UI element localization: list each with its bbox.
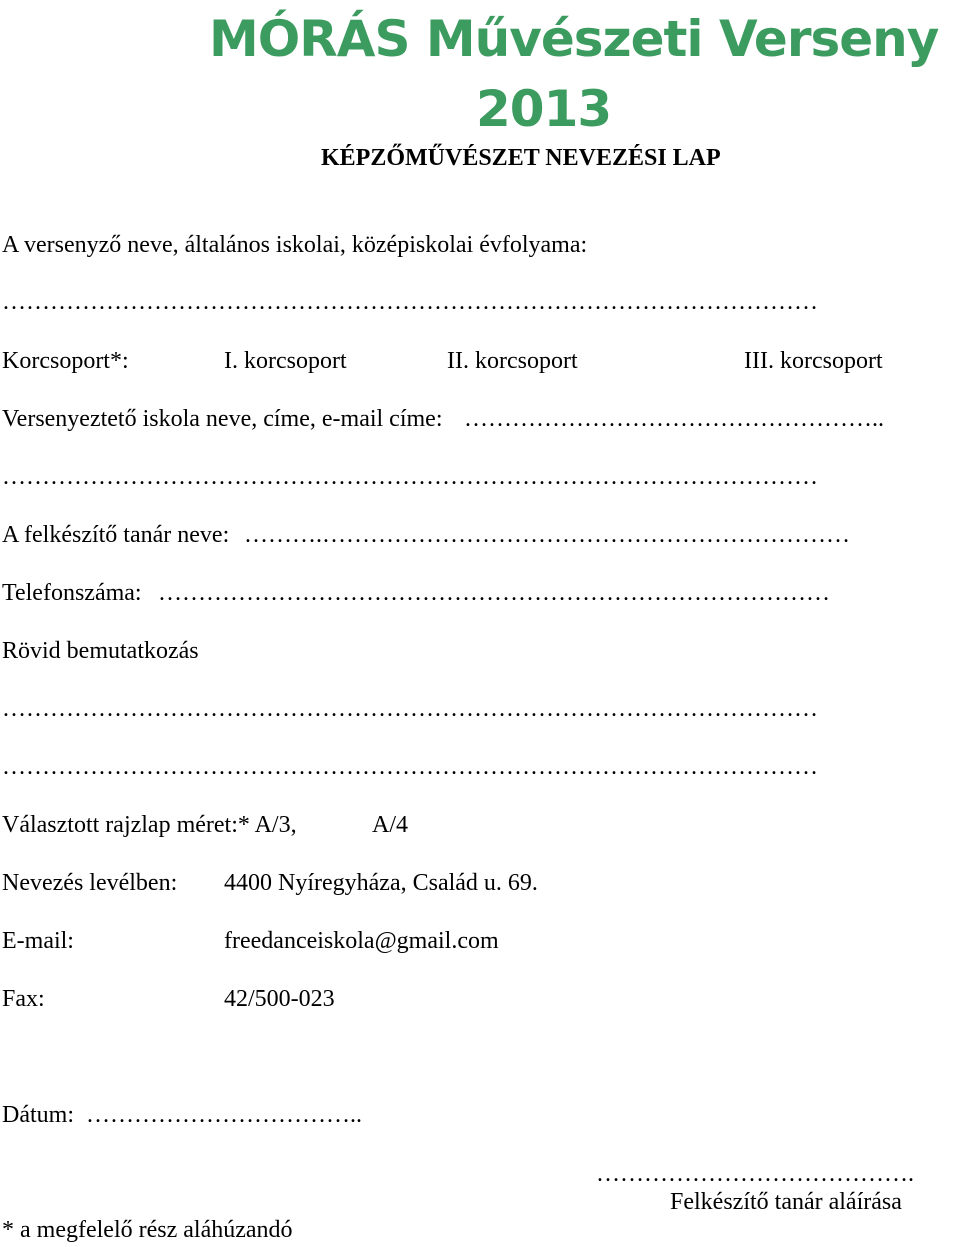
fax-value: 42/500-023	[224, 986, 335, 1012]
intro-fill-line-1[interactable]: …………………………………………………………………………………………	[2, 697, 818, 721]
phone-label: Telefonszáma:	[2, 580, 142, 606]
mail-address: 4400 Nyíregyháza, Család u. 69.	[224, 870, 538, 896]
title-line-1: MÓRÁS Művészeti Verseny	[209, 10, 939, 68]
form-subtitle: KÉPZŐMŰVÉSZET NEVEZÉSI LAP	[321, 145, 721, 171]
footnote: * a megfelelő rész aláhúzandó	[2, 1217, 293, 1243]
teacher-label: A felkészítő tanár neve:	[2, 522, 230, 548]
name-label: A versenyző neve, általános iskolai, középiskolai évfolyama:	[2, 232, 588, 258]
school-fill-line[interactable]: ……………………………………………..	[464, 407, 884, 431]
signature-line[interactable]: ………………………………….	[596, 1162, 914, 1186]
age-group-option-2[interactable]: II. korcsoport	[447, 348, 578, 374]
school-label: Versenyeztető iskola neve, címe, e-mail címe:	[2, 406, 443, 432]
signature-label: Felkészítő tanár aláírása	[670, 1189, 902, 1215]
date-fill-line[interactable]: ……………………………..	[86, 1103, 362, 1127]
email-value: freedanceiskola@gmail.com	[224, 928, 499, 954]
date-label: Dátum:	[2, 1102, 74, 1128]
fax-label: Fax:	[2, 986, 45, 1012]
teacher-fill-line[interactable]: ……….…………………………………………………………	[244, 523, 850, 547]
age-group-option-3[interactable]: III. korcsoport	[744, 348, 883, 374]
intro-fill-line-2[interactable]: …………………………………………………………………………………………	[2, 755, 818, 779]
phone-fill-line[interactable]: …………………………………………………………………………	[158, 581, 830, 605]
email-label: E-mail:	[2, 928, 74, 954]
age-group-option-1[interactable]: I. korcsoport	[224, 348, 347, 374]
mail-label: Nevezés levélben:	[2, 870, 178, 896]
age-group-label: Korcsoport*:	[2, 348, 129, 374]
paper-size-label: Választott rajzlap méret:* A/3,	[2, 812, 297, 838]
school-fill-line-2[interactable]: …………………………………………………………………………………………	[2, 465, 818, 489]
title-year: 2013	[476, 80, 612, 138]
intro-label: Rövid bemutatkozás	[2, 638, 199, 664]
paper-size-option-a4[interactable]: A/4	[372, 812, 408, 838]
name-fill-line[interactable]: …………………………………………………………………………………………	[2, 290, 818, 314]
